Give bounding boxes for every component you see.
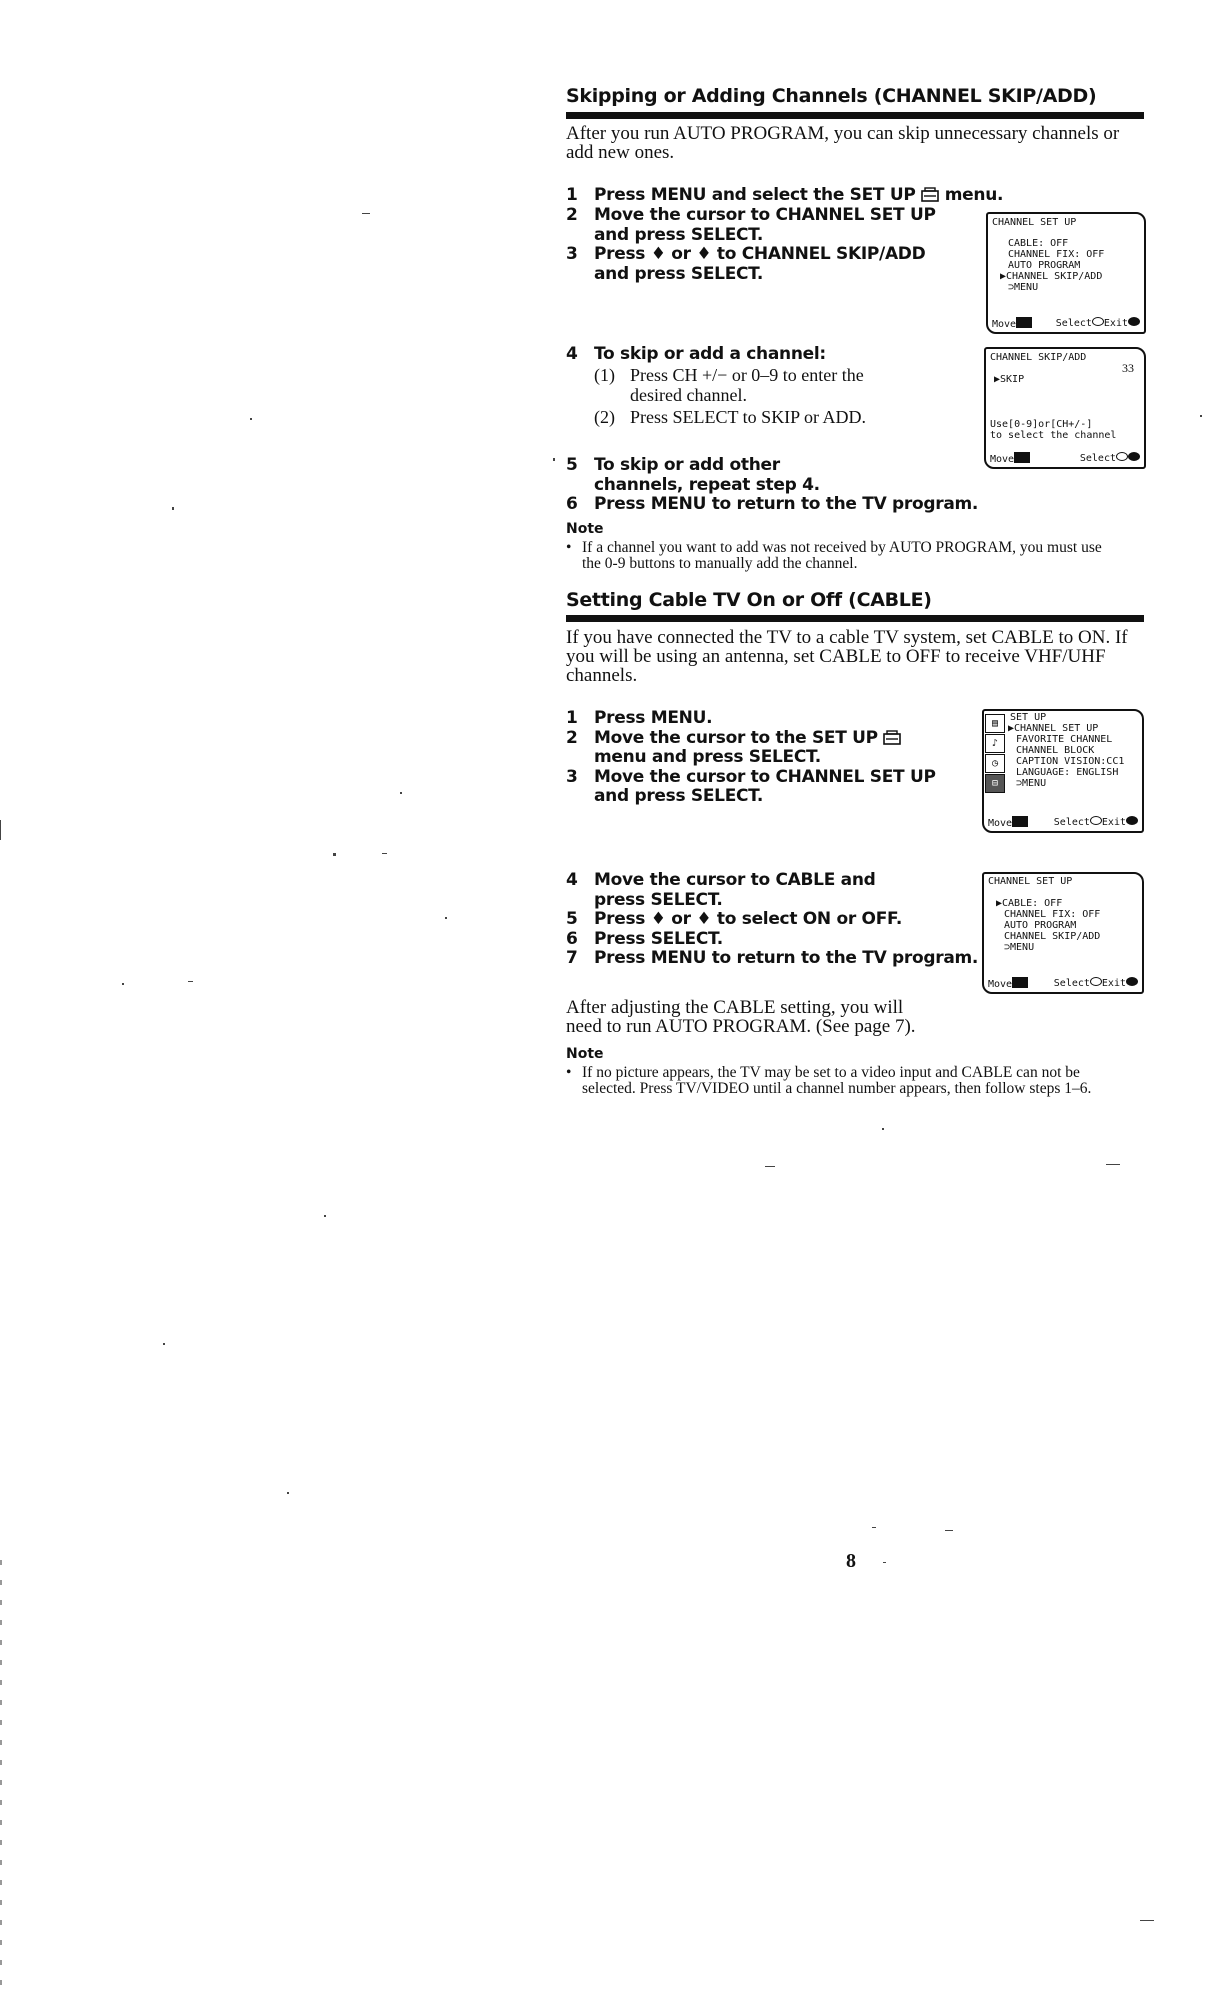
video-menu-icon: ▤ — [985, 714, 1005, 733]
screen-title: CHANNEL SET UP — [992, 217, 1077, 228]
screen-footer: Move Select Exit — [988, 816, 1138, 829]
section-intro: After you run AUTO PROGRAM, you can skip unnecessary channels or add new ones. — [566, 123, 1120, 163]
step: 6 Press SELECT. — [566, 928, 723, 949]
section-rule — [566, 615, 1144, 622]
move-button-icon — [1012, 977, 1028, 988]
step: 3 Press ♦ or ♦ to CHANNEL SKIP/ADD and press SELECT. — [566, 244, 926, 284]
step: 6 Press MENU to return to the TV program. — [566, 494, 979, 514]
select-button-icon — [1116, 452, 1128, 461]
step: 3 Move the cursor to CHANNEL SET UP and press SELECT. — [566, 766, 936, 806]
section-title-channel-skip-add: Skipping or Adding Channels (CHANNEL SKIP/ADD) — [566, 85, 1097, 107]
after-paragraph: After adjusting the CABLE setting, you will need to run AUTO PROGRAM. (See page 7). — [566, 997, 916, 1037]
timer-menu-icon: ◷ — [985, 754, 1005, 773]
substep: (1) Press CH +/− or 0–9 to enter the desired channel. — [594, 364, 864, 405]
channel-number: 33 — [1122, 361, 1134, 375]
note-text: • If no picture appears, the TV may be set to a video input and CABLE can not be selected. Press TV/VIDEO until a channel number appears, then follow steps 1–6. — [566, 1064, 1092, 1097]
move-button-icon — [1012, 816, 1028, 827]
step: 5 To skip or add other channels, repeat step 4. — [566, 455, 820, 495]
select-button-icon — [1090, 977, 1102, 986]
note-text: • If a channel you want to add was not received by AUTO PROGRAM, you must use the 0-9 buttons to manually add the channel. — [566, 539, 1102, 572]
audio-menu-icon: ♪ — [985, 734, 1005, 753]
substep: (2) Press SELECT to SKIP or ADD. — [594, 406, 867, 427]
step: 4 Move the cursor to CABLE and press SELECT. — [566, 870, 876, 910]
move-button-icon — [1016, 317, 1032, 328]
screen-menu-list: ▶CHANNEL SET UP FAVORITE CHANNEL CHANNEL BLOCK CAPTION VISION:CC1 LANGUAGE: ENGLISH ⊃MENU — [1008, 723, 1125, 789]
step: 4 To skip or add a channel: — [566, 344, 826, 364]
setup-menu-icon — [921, 187, 939, 202]
step: 1 Press MENU and select the SET UP menu. — [566, 185, 1004, 205]
exit-button-icon — [1126, 977, 1138, 986]
screen-help-text: to select the channel — [990, 430, 1117, 441]
step: 5 Press ♦ or ♦ to select ON or OFF. — [566, 909, 902, 929]
steps-list — [566, 455, 979, 515]
exit-button-icon — [1128, 452, 1140, 461]
page-number: 8 — [846, 1550, 856, 1572]
screen-help-text: Use[0-9]or[CH+/-] — [990, 419, 1093, 430]
screen-menu-list: ▶CABLE: OFF CHANNEL FIX: OFF AUTO PROGRAM CHANNEL SKIP/ADD ⊃MENU — [996, 898, 1101, 953]
note-label: Note — [566, 521, 604, 537]
step: 2 Move the cursor to CHANNEL SET UP and press SELECT. — [566, 205, 936, 245]
steps-list — [566, 186, 1006, 206]
steps-list — [566, 206, 936, 284]
skip-status: ▶SKIP — [994, 374, 1025, 385]
exit-button-icon — [1128, 317, 1140, 326]
setup-menu-icon — [883, 730, 901, 745]
steps-list — [566, 345, 936, 427]
menu-side-icons — [984, 711, 1006, 831]
screen-title: SET UP — [1010, 712, 1047, 723]
step: 2 Move the cursor to the SET UP menu and press SELECT. — [566, 729, 936, 768]
section-title-cable: Setting Cable TV On or Off (CABLE) — [566, 589, 932, 611]
screen-title: CHANNEL SET UP — [988, 876, 1073, 887]
section-intro: If you have connected the TV to a cable TV system, set CABLE to ON. If you will be using an antenna, set CABLE to OFF to receive VHF/UHF channels. — [566, 627, 1128, 686]
osd-setup-menu-screen — [982, 709, 1144, 833]
steps-list — [566, 709, 936, 807]
screen-menu-list: CABLE: OFF CHANNEL FIX: OFF AUTO PROGRAM ▶CHANNEL SKIP/ADD ⊃MENU — [1000, 238, 1105, 293]
select-button-icon — [1092, 317, 1104, 326]
setup-menu-icon: ⊟ — [985, 774, 1005, 793]
screen-title: CHANNEL SKIP/ADD — [990, 352, 1087, 363]
screen-footer: Move Select Exit — [992, 317, 1140, 330]
select-button-icon — [1090, 816, 1102, 825]
move-button-icon — [1014, 452, 1030, 463]
scan-edge-artifact — [0, 1560, 2, 2000]
osd-channel-setup-screen — [986, 212, 1146, 334]
osd-cable-setup-screen — [982, 872, 1144, 994]
steps-list — [566, 870, 979, 969]
note-label: Note — [566, 1046, 604, 1062]
osd-channel-skip-add-screen — [984, 347, 1146, 469]
step: 1 Press MENU. — [566, 708, 713, 728]
screen-footer: Move Select — [990, 452, 1140, 465]
exit-button-icon — [1126, 816, 1138, 825]
screen-footer: Move Select Exit — [988, 977, 1138, 990]
section-rule — [566, 112, 1144, 119]
step: 7 Press MENU to return to the TV program. — [566, 948, 979, 968]
